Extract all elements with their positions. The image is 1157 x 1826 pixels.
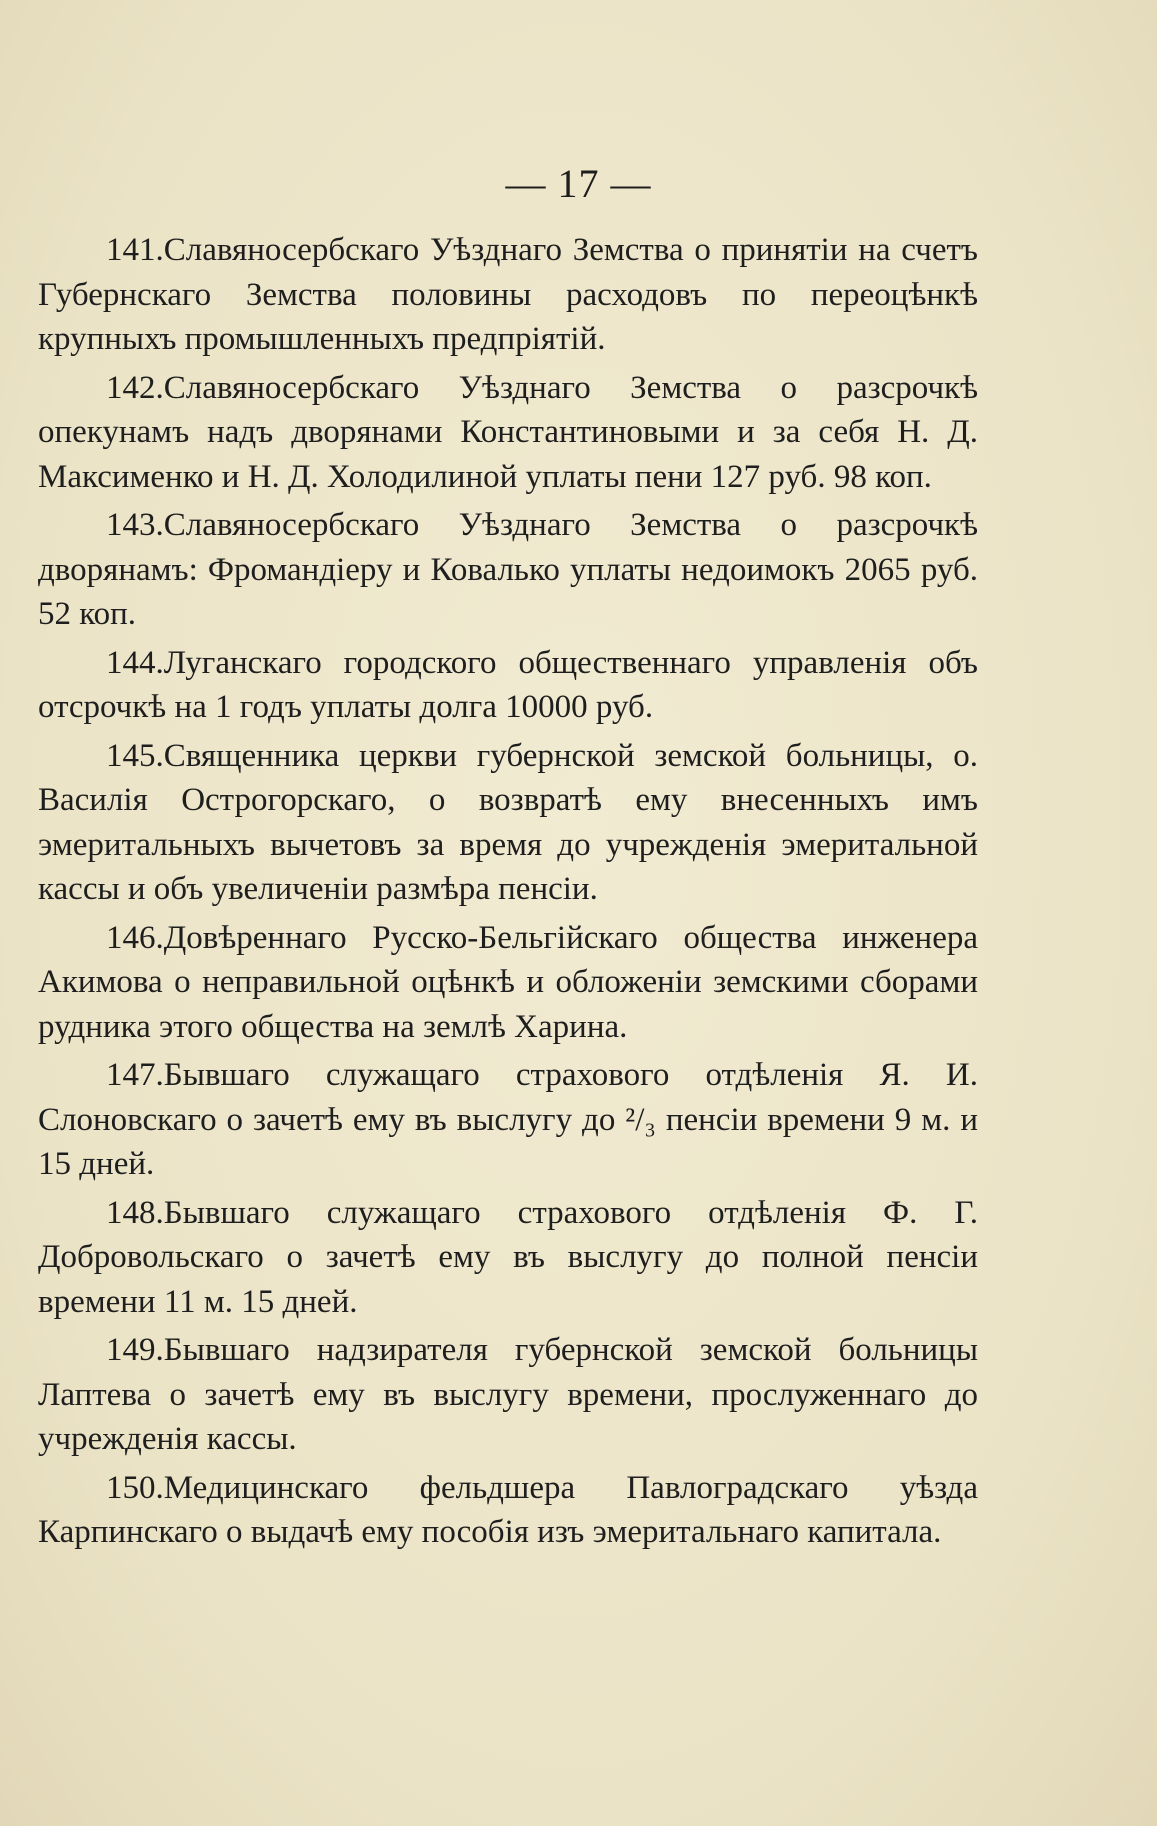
item-number: 141. [106,232,164,268]
item-number: 150. [106,1469,164,1506]
list-item [38,228,978,362]
item-number: 149. [106,1332,164,1368]
item-number: 146. [106,919,164,956]
item-text: Бывшаго служащаго страхового отдѣленія Ф. Г. Добровольскаго о зачетѣ ему въ выслугу до полной пенсіи времени 11 м. 15 дней. [38,1194,978,1320]
list-item [38,1466,978,1555]
item-text: Луганскаго городского общественнаго управленія объ отсрочкѣ на 1 годъ уплаты долга 10000 руб. [38,644,978,725]
item-number: 144. [106,644,164,681]
list-item [38,641,978,730]
item-number: 143. [106,507,164,543]
item-text: Священника церкви губернской земской больницы, о. Василія Острогорскаго, о возвратѣ ему внесенныхъ имъ эмеритальныхъ вычетовъ за время до учрежденія эмеритальной кассы и объ увеличеніи размѣра пенсіи. [38,737,978,907]
item-text: Довѣреннаго Русско-Бельгійскаго общества инженера Акимова о неправильной оцѣнкѣ и обложеніи земскими сборами рудника этого общества на землѣ Харина. [38,919,978,1045]
item-text: Медицинскаго фельдшера Павлоградскаго уѣзда Карпинскаго о выдачѣ ему пособія изъ эмеритальнаго капитала. [38,1469,978,1550]
list-item [38,1328,978,1462]
page-number: — 17 — [505,161,652,206]
list-item [38,503,978,637]
item-number: 142. [106,369,164,406]
list-item [38,366,978,500]
list-item [38,1053,978,1187]
list-item [38,734,978,912]
item-text: Бывшаго служащаго страхового отдѣленія Я. И. Слоновскаго о зачетѣ ему въ выслугу до ²/₃ пенсіи времени 9 м. и 15 дней. [38,1057,978,1182]
list-item [38,916,978,1050]
petition-list [38,228,978,1559]
item-text: Славяносербскаго Уѣзднаго Земства о разсрочкѣ дворянамъ: Фромандіеру и Ковалько уплаты недоимокъ 2065 руб. 52 коп. [38,507,978,632]
item-text: Славяносербскаго Уѣзднаго Земства о разсрочкѣ опекунамъ надъ дворянами Константиновыми и за себя Н. Д. Максименко и Н. Д. Холодилиной уплаты пени 127 руб. 98 коп. [38,369,978,495]
item-number: 145. [106,737,164,774]
item-text: Бывшаго надзирателя губернской земской больницы Лаптева о зачетѣ ему въ выслугу времени, прослуженнаго до учрежденія кассы. [38,1332,978,1457]
item-number: 148. [106,1194,164,1231]
item-text: Славяносербскаго Уѣзднаго Земства о принятіи на счетъ Губернскаго Земства половины расходовъ по переоцѣнкѣ крупныхъ промышленныхъ предпріятій. [38,232,978,357]
item-number: 147. [106,1057,164,1093]
list-item [38,1191,978,1325]
